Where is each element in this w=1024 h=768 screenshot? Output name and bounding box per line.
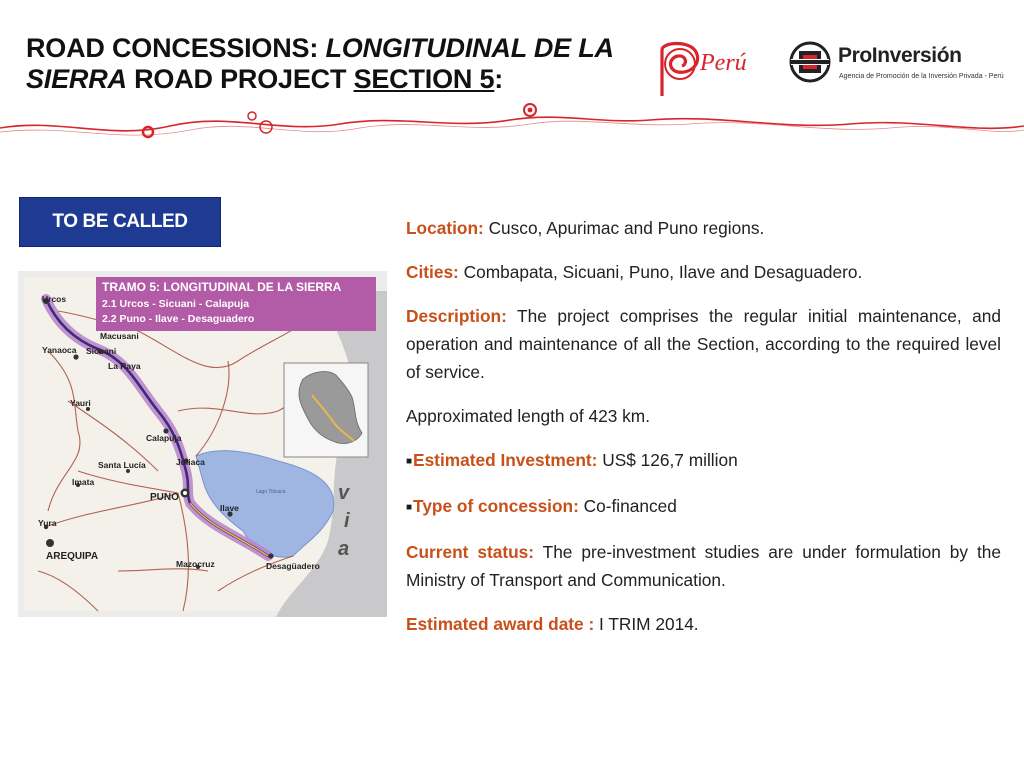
bullet-square-icon: ■ — [406, 502, 413, 513]
to-be-called-badge: TO BE CALLED — [20, 198, 220, 246]
map-label-santalucia: Santa Lucía — [98, 460, 146, 470]
page-title — [26, 33, 626, 95]
concession-label: Type of concession: — [413, 496, 579, 516]
title-text-2: ROAD PROJECT — [126, 64, 354, 94]
map-label-yura: Yura — [38, 518, 57, 528]
award-value: I TRIM 2014. — [599, 614, 699, 634]
cities-value: Combapata, Sicuani, Puno, Ilave and Desaguadero. — [458, 262, 863, 282]
cities-row — [406, 258, 1001, 286]
status-row — [406, 538, 1001, 594]
title-text: ROAD CONCESSIONS: — [26, 33, 326, 63]
concession-row — [406, 492, 1001, 522]
title-italic: LONGITUDINAL DE LA SIERRA — [26, 33, 613, 94]
map-label-imata: Imata — [72, 477, 95, 487]
location-row — [406, 214, 1001, 242]
concession-value: Co-financed — [578, 496, 677, 516]
map-bolivia-a: a — [338, 538, 350, 560]
map-label-ilave: Ilave — [220, 503, 239, 513]
title-underlined: SECTION 5 — [353, 64, 495, 94]
status-value: The pre-investment studies are under formulation by the Ministry of Transport and Communication. — [406, 542, 1001, 590]
length-row: Approximated length of 423 km. — [406, 406, 650, 426]
map-label-yauri: Yauri — [70, 398, 91, 408]
description-value: The project comprises the regular initial maintenance, and operation and maintenance of all the Section, according to the required level of service. — [406, 306, 1001, 382]
map-label-puno: PUNO — [150, 492, 179, 503]
title-colon: : — [494, 64, 504, 94]
peru-logo-text: Perú — [700, 50, 747, 76]
description-label: Description: — [406, 306, 507, 326]
award-label: Estimated award date : — [406, 614, 600, 634]
map-label-macusani: Macusani — [100, 331, 139, 341]
map-panel-title: TRAMO 5: LONGITUDINAL DE LA SIERRA — [102, 280, 342, 294]
investment-label: Estimated Investment: — [413, 450, 598, 470]
map-label-juliaca: Juliaca — [176, 457, 205, 467]
map-bolivia-v: v — [338, 482, 350, 504]
map-label-sicuani: Sicuani — [86, 346, 117, 356]
proinversion-name: ProInversión — [838, 44, 962, 67]
map-bolivia-i: i — [344, 510, 350, 532]
map-label-mazocruz: Mazocruz — [176, 559, 215, 569]
investment-value: US$ 126,7 million — [597, 450, 738, 470]
map-panel-line2: 2.2 Puno - Ilave - Desaguadero — [102, 313, 255, 325]
location-value: Cusco, Apurimac and Puno regions. — [483, 218, 765, 238]
map-label-desaguadero: Desagüadero — [266, 561, 320, 571]
map-lake-label: Lago Titicaca — [256, 489, 286, 495]
location-label: Location: — [406, 218, 484, 238]
map-label-arequipa: AREQUIPA — [46, 551, 99, 562]
map-label-laraya: La Raya — [108, 361, 141, 371]
map-panel-line1: 2.1 Urcos - Sicuani - Calapuja — [102, 298, 250, 310]
status-label: Current status: — [406, 542, 535, 562]
map-label-yanaoca: Yanaoca — [42, 345, 77, 355]
decorative-wave — [0, 90, 1024, 150]
award-row — [406, 610, 1001, 638]
investment-row — [406, 446, 1001, 476]
peru-spiral-logo — [650, 38, 770, 108]
route-map — [18, 271, 387, 617]
proinversion-subtitle: Agencia de Promoción de la Inversión Privada - Perú — [839, 73, 1004, 80]
description-row — [406, 302, 1001, 386]
map-label-urcos: Urcos — [42, 294, 67, 304]
bullet-square-icon: ■ — [406, 456, 413, 467]
cities-label: Cities: — [406, 262, 459, 282]
map-label-calapuja: Calapuja — [146, 433, 182, 443]
project-info — [406, 214, 1001, 654]
